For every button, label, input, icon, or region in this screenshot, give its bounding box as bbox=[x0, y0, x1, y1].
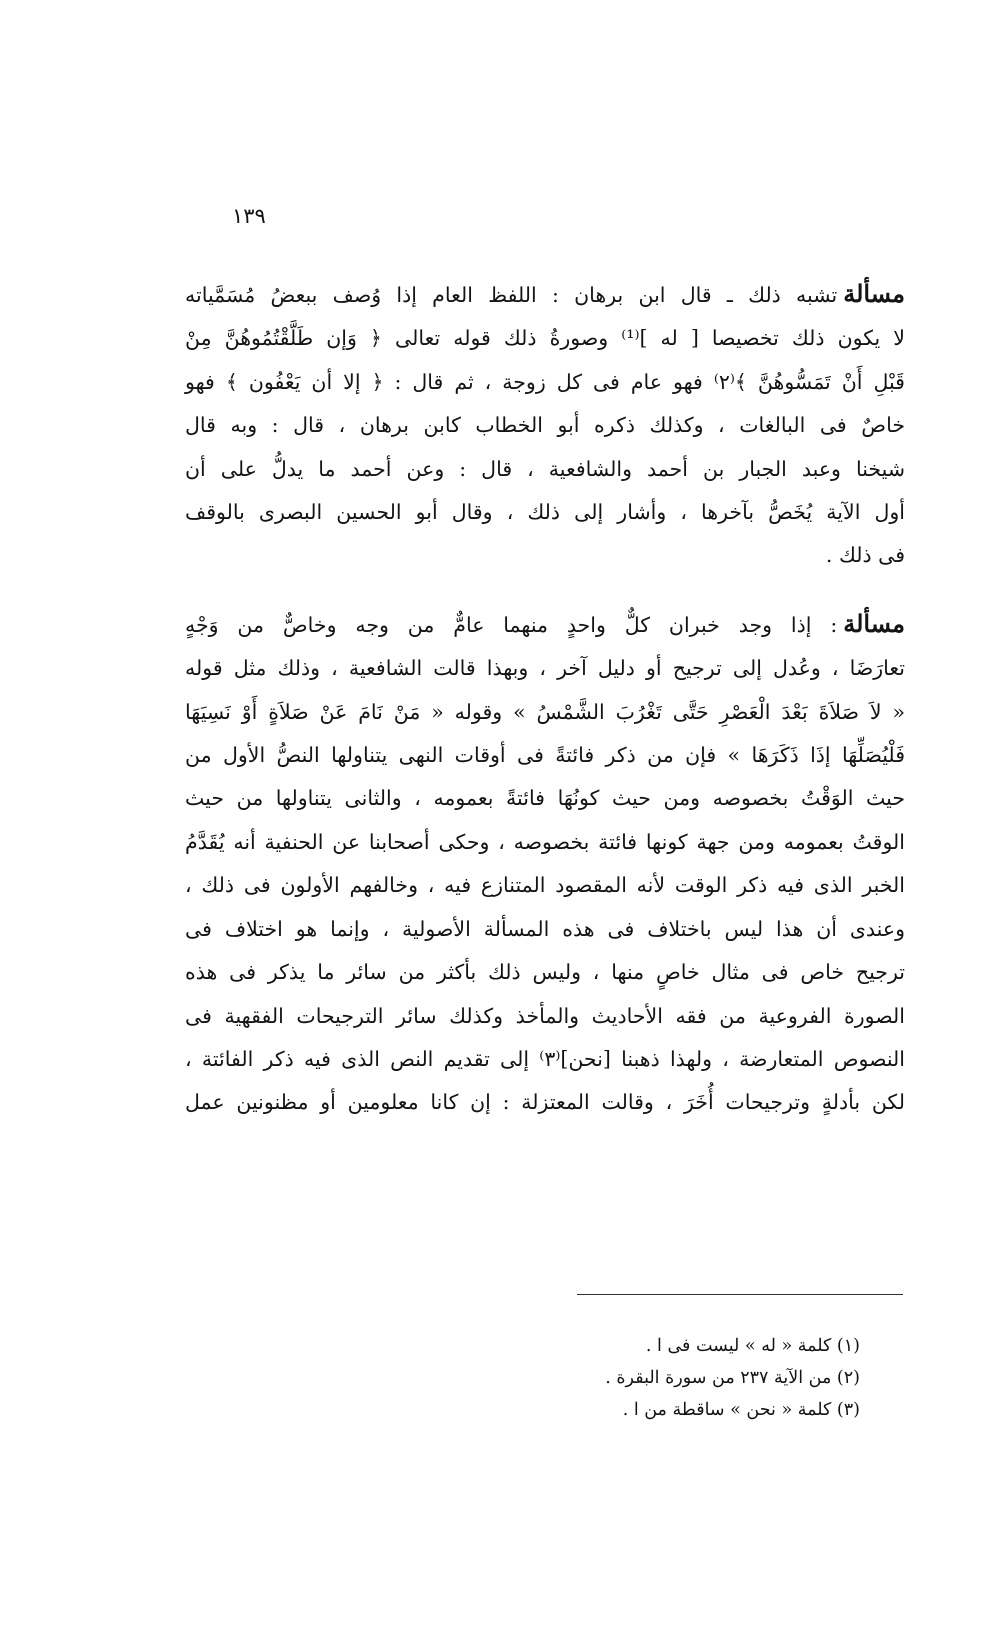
text-line: قَبْلِ أَنْ تَمَسُّوهُنَّ ﴾⁽٢⁾ فهو عام فى كل زوجة ، ثم قال : ﴿ إلا أن يَعْفُون ﴾ فهو bbox=[185, 369, 905, 394]
text-line: الخبر الذى فيه ذكر الوقت لأنه المقصود المتنازع فيه ، وخالفهم الأولون فى ذلك ، bbox=[185, 873, 905, 898]
text-line: الصورة الفروعية من فقه الأحاديث والمأخذ وكذلك سائر الترجيحات الفقهية فى bbox=[185, 1003, 905, 1028]
text-line: الوقتُ بعمومه ومن جهة كونها فائتة بخصوصه ، وحكى أصحابنا عن الحنفية أنه يُقَدَّمُ bbox=[185, 829, 905, 854]
paragraph-1 bbox=[185, 272, 905, 578]
footnote: (١) كلمة « له » ليست فى ا . bbox=[645, 1336, 860, 1356]
text-line: لكن بأدلةٍ وترجيحات أُخَرَ ، وقالت المعتزلة : إن كانا معلومين أو مظنونين عمل bbox=[185, 1090, 905, 1115]
text-line: تعارَضَا ، وعُدل إلى ترجيح أو دليل آخر ، وبهذا قالت الشافعية ، وذلك مثل قوله bbox=[185, 656, 905, 681]
text-line: أول الآية يُخَصُّ بآخرها ، وأشار إلى ذلك ، وقال أبو الحسين البصرى بالوقف bbox=[185, 500, 905, 525]
text-line: « لاَ صَلاَةَ بَعْدَ الْعَصْرِ حَتَّى تَغْرُبَ الشَّمْسُ » وقوله « مَنْ نَامَ عَنْ صَلاَةٍ أَوْ نَسِيَهَا bbox=[185, 699, 905, 724]
text-line: لا يكون ذلك تخصيصا [ له ]⁽¹⁾ وصورةُ ذلك قوله تعالى ﴿ وَإن طَلَّقْتُمُوهُنَّ مِنْ bbox=[185, 326, 905, 351]
footnote-divider bbox=[577, 1294, 903, 1295]
issue-heading: مسألة bbox=[843, 279, 905, 308]
page-number: ١٣٩ bbox=[232, 204, 266, 228]
footnote: (٣) كلمة « نحن » ساقطة من ا . bbox=[622, 1400, 860, 1420]
footnotes bbox=[520, 1330, 860, 1426]
paragraph-2 bbox=[185, 602, 905, 1125]
text-line: حيث الوَقْتُ بخصوصه ومن حيث كونُهَا فائتةً بعمومه ، والثانى يتناولها من حيث bbox=[185, 786, 905, 811]
text-line: مسألةتشبه ذلك ـ قال ابن برهان : اللفظ العام إذا وُصف ببعضُ مُسَمَّياته bbox=[185, 279, 905, 308]
body-text bbox=[185, 272, 905, 1125]
text-line: النصوص المتعارضة ، ولهذا ذهبنا [نحن]⁽٣⁾ إلى تقديم النص الذى فيه ذكر الفائتة ، bbox=[185, 1046, 905, 1071]
text-line: خاصٌ فى البالغات ، وكذلك ذكره أبو الخطاب كابن برهان ، قال : وبه قال bbox=[185, 413, 905, 438]
text-line: فَلْيُصَلِّهَا إذَا ذَكَرَهَا » فإن من ذكر فائتةً فى أوقات النهى يتناولها النصُّ الأول من bbox=[185, 743, 905, 768]
text-line: مسألة: إذا وجد خبران كلٌّ واحدٍ منهما عامٌّ من وجه وخاصٌّ من وَجْهٍ bbox=[185, 608, 905, 638]
text-line: شيخنا وعبد الجبار بن أحمد والشافعية ، قال : وعن أحمد ما يدلُّ على أن bbox=[185, 456, 905, 481]
text-line: وعندى أن هذا ليس باختلاف فى هذه المسألة الأصولية ، وإنما هو اختلاف فى bbox=[185, 916, 905, 941]
text-line: فى ذلك . bbox=[825, 543, 905, 568]
footnote: (٢) من الآية ٢٣٧ من سورة البقرة . bbox=[605, 1368, 860, 1388]
issue-heading: مسألة bbox=[843, 608, 905, 638]
text-line: ترجيح خاص فى مثال خاصٍ منها ، وليس ذلك بأكثر من سائر ما يذكر فى هذه bbox=[185, 960, 905, 985]
